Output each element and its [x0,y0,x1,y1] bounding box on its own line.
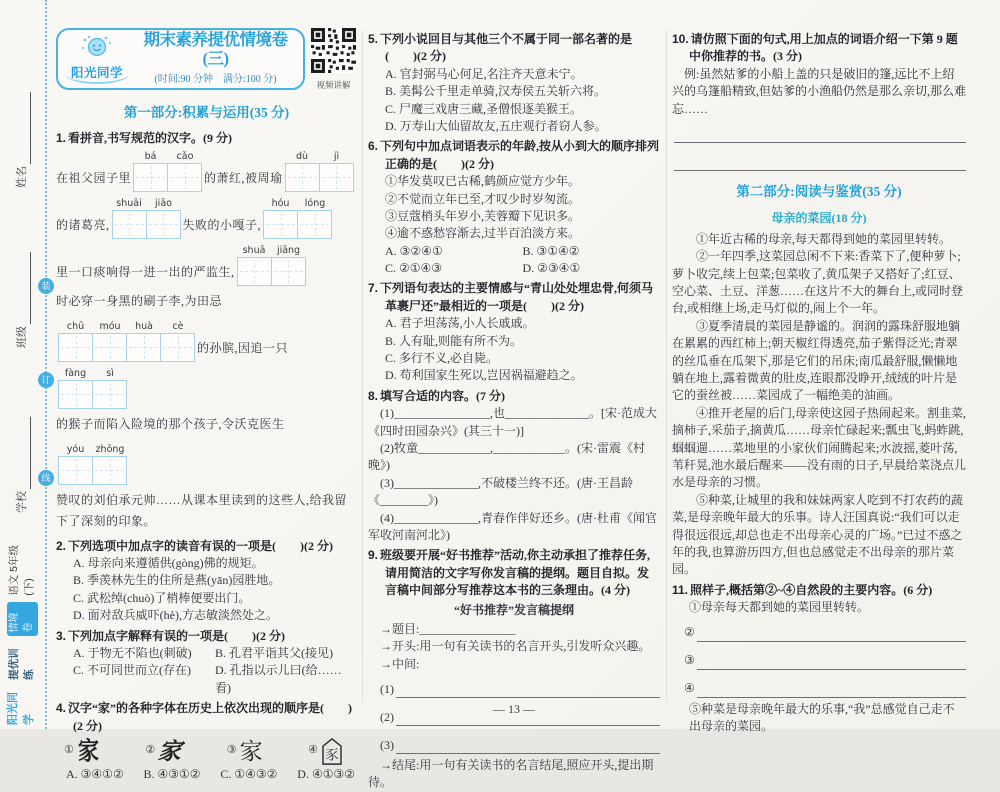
writing-cell [271,257,306,286]
exam-meta: (时间:90 分钟 满分:100 分) [154,73,277,85]
option: A. 官封弼马心何足,名注齐天意未宁。 [385,66,583,81]
blank-prefix: ② [684,625,695,640]
brand-tag: 情境卷 [7,602,38,637]
section-heading: 第二部分:阅读与鉴赏(35 分) [736,183,902,199]
pinyin-label: chū [66,320,85,332]
option: C. 多行不义,必自毙。 [385,351,499,366]
question-stem [56,628,357,645]
question-number: 6. [368,139,379,154]
writing-cell [285,163,320,192]
pinyin-box-group [58,367,127,409]
question-text: 照样子,概括第②~④自然段的主要内容。(6 分) [690,582,933,597]
pinyin-label: jiāo [155,197,172,209]
student-school-field [15,390,31,540]
column-3-content [672,31,966,735]
pinyin-label: cè [172,320,184,332]
question-number: 1. [56,131,67,146]
pinyin-label: shuā [242,244,266,256]
question-body-text: 的孙膑,因追一只 [197,340,289,355]
option: A. ③④①② [66,766,124,781]
pinyin-label: yóu [66,443,85,455]
option: D. 万寿山大仙留故友,五庄观行者窃人参。 [385,118,607,133]
option: C. ①④③② [220,766,278,781]
option: C. 武松绰(chuò)了梢棒便要出门。 [73,590,251,605]
reading-paragraph: ①年近古稀的母亲,每天都得到她的菜园里转转。 [696,231,952,246]
option: C. 尸魔三戏唐三藏,圣僧恨逐美猴王。 [385,101,583,116]
writing-cell [58,456,93,485]
writing-cell [92,380,127,409]
writing-cell [297,210,332,239]
pinyin-box [133,150,168,192]
question-text: 下列语句表达的主要情感与“青山处处埋忠骨,何须马革裹尸还”最相近的一项是( )(2 分) [380,281,654,313]
question-text: 下列句中加点词语表示的年龄,按从小到大的顺序排列正确的是( )(2 分) [380,139,660,171]
pinyin-box [320,150,354,192]
pinyin-label: móu [99,320,121,332]
student-name-field [15,65,31,215]
option-row [368,260,660,277]
answer-line [396,672,660,698]
answer-blank-row [672,617,966,642]
question-number: 4. [56,701,67,716]
pinyin-box [58,367,93,409]
column-divider [666,30,667,702]
character-evolution-row [56,735,357,766]
answer-blank-row [672,118,966,143]
option: B. 孔君平诣其父(接见) [215,646,333,660]
option: A. 于物无不陷也(刺破) [73,646,192,660]
reading-paragraph: ⑤种菜,让城里的我和妹妹两家人吃到不打农药的蔬菜,是母亲晚年最大的乐事。诗人汪国真说:“我们可以走得很远很远,却总也走不出母亲心灵的广场。”已过不惑之年的我,也算游历四方,但也总感觉走不出母亲的那片菜园。 [672,492,964,577]
question-stem [368,547,660,599]
qr-code-icon [311,28,356,73]
glyph-number: ② [145,744,156,757]
answer-blank-row [368,673,660,698]
answer-blank-row [368,729,660,754]
question-body-text: 的猴子而陷入险境的那个孩子,令沃克医生 [56,416,285,431]
pinyin-label: cǎo [176,150,194,162]
student-name-label: 姓名 [16,166,29,188]
writing-cell [58,333,93,362]
column-1-content [56,103,357,784]
question-body-text: 的诸葛亮, [56,217,110,232]
pinyin-box-group [237,244,306,286]
reading-paragraph: ③夏季清晨的菜园是静谧的。润润的露珠舒服地躺在累累的西红柿上;朝天椒红得透亮,茄子紫得泛光;青翠的丝瓜垂在瓜架下,那是它们的吊床;南瓜最舒服,懒懒地躺在地上,露着微黄的肚皮,连眼都没睁开,绒绒的叶片是它的蚕丝被……菜园成了一幅绝美的油画。 [672,318,961,403]
answer-line [697,616,966,642]
pinyin-box-group [58,443,127,485]
student-school-blank [18,417,31,489]
question-number: 5. [368,32,379,46]
binding-char-ding: 订 [38,372,54,388]
text-line: →中间: [380,656,420,671]
answer-line [674,117,966,143]
pinyin-box [161,320,195,362]
answer-blank-row [672,673,966,698]
column-divider [362,30,363,702]
column-1 [56,28,357,783]
pinyin-box [93,320,127,362]
column-2-content [368,31,660,792]
publisher-logo [65,34,129,84]
pinyin-box [93,367,127,409]
question-text: 下列选项中加点字的读音有误的一项是( )(2 分) [68,538,334,553]
pinyin-label: hóu [271,197,290,209]
question-body-text: 的萧红,被周瑜 [204,170,283,185]
question-stem [672,582,966,599]
script-glyph [145,740,181,763]
option: D. 孔指以示儿曰(给……看) [215,663,342,695]
writing-cell [58,380,93,409]
question-text: 下列小说回目与其他三个不属于同一部名著的是( )(2 分) [380,32,633,64]
pinyin-label: lóng [304,197,326,209]
text-line: →结尾:用一句有关读书的名言结尾,照应开头,提出期待。 [368,758,654,790]
question-body-text: 时必穿一身黑的刷子李,为田忌 [56,293,223,308]
pinyin-box-group [263,197,332,239]
question-number: 2. [56,538,67,553]
pinyin-label: jì [333,150,340,162]
list-line: ④逾不惑愁容渐去,过半百泊淡方来。 [385,226,581,241]
calligraphy-glyph: 家 [156,738,183,764]
pinyin-box [112,197,147,239]
column-3 [672,28,966,735]
student-school-label: 学校 [16,491,29,513]
text-line: (1)________________,也______________。[宋·范成大《四时田园杂兴》(其三十一)] [368,406,657,438]
writing-cell [146,210,181,239]
question-text: 请仿照下面的句式,用上加点的词语介绍一下第 9 题中你推荐的书。(3 分) [689,32,958,64]
pinyin-label: zhōng [95,443,125,455]
answer-blank-row [672,146,966,171]
option: A. 母亲向来遵循供(gòng)佛的规矩。 [73,556,264,571]
pinyin-box [168,150,202,192]
pinyin-box [58,320,93,362]
blank-prefix: (2) [380,709,394,724]
option-row [56,662,357,697]
writing-cell [112,210,147,239]
video-qr-block [310,28,357,92]
writing-cell [126,333,161,362]
pinyin-box [147,197,181,239]
pinyin-box-group [112,197,181,239]
binding-char-zhuang: 装 [38,278,54,294]
question-stem [368,388,660,405]
blank-prefix: ③ [684,653,695,668]
script-glyph [64,737,100,765]
answer-line [674,145,966,171]
question-text: 汉字“家”的各种字体在历史上依次出现的顺序是( )(2 分) [68,701,353,733]
question-body-text: 失败的小嘎子, [182,217,262,232]
question-number: 11. [672,582,689,597]
question-stem [368,138,660,173]
text-line: (4)______________,青春作伴好还乡。(唐·杜甫《闻官军收河南河北》) [368,510,657,542]
writing-cell [167,163,202,192]
blank-prefix: ④ [684,681,695,696]
publisher-logo-text: 阳光同学 [65,64,129,84]
option-row [56,645,357,662]
pinyin-label: dù [296,150,309,162]
pinyin-label: shuāi [116,197,142,209]
title-block [135,31,296,87]
option: B. ④③①② [143,766,201,781]
writing-cell [133,163,168,192]
list-line: ①母亲每天都到她的菜园里转转。 [689,600,870,615]
option: D. 面对敌兵威吓(hè),方志敏淡然处之。 [73,608,278,623]
script-glyph [308,738,343,765]
option: C. ②①④③ [385,261,443,276]
writing-cell [263,210,298,239]
answer-line [697,644,966,670]
page-number: — 13 — [493,702,535,716]
pinyin-label: sì [106,367,114,379]
calligraphy-glyph: 家 [77,737,99,765]
pinyin-writing-area [56,150,357,535]
pinyin-label: jiāng [276,244,301,256]
option: D. ④①③② [297,766,355,781]
pinyin-box [237,244,272,286]
list-line: ③豆蔻梢头年岁小,芙蓉瓣下见识多。 [385,208,581,223]
question-text: 班级要开展“好书推荐”活动,你主动承担了推荐任务,请用简洁的文字写你发言稿的提纲。题目自拟。发言稿中间部分写推荐这本书的三条理由。(4 分) [380,548,651,598]
option: B. 美髯公千里走单骑,汉寿侯五关斩六将。 [385,84,607,99]
option: C. 不可同世而立(存在) [73,663,191,678]
example-sentence: 例:虽然姑爹的小船上盖的只是破旧的篷,远比不上绍兴的乌篷船精致,但姑爹的小渔船仍然是那么亲切,那么难忘…… [672,66,967,116]
reading-title: 母亲的菜园(18 分) [771,210,867,225]
qr-caption: 视频讲解 [316,80,351,91]
text-line: (3)______________,不破楼兰终不还。(唐·王昌龄《________》) [368,475,633,508]
brand-series: 提优训练 [7,648,35,680]
glyph-number: ③ [226,744,237,757]
question-stem [56,538,357,555]
answer-blank-row [672,645,966,670]
pinyin-box [285,150,320,192]
question-number: 3. [56,628,67,643]
list-line: ②不觉而立年已至,才叹少时岁匆流。 [385,191,581,206]
question-body-text: 里一口痰响得一进一出的严监生, [56,264,235,279]
option: D. 苟利国家生死以,岂因祸福避趋之。 [385,368,583,383]
pinyin-label: huà [135,320,153,332]
question-body-text: 在祖父园子里 [56,170,132,185]
question-stem [56,130,357,147]
pinyin-box-group [58,320,195,362]
pinyin-box [93,443,127,485]
reading-paragraph: ④推开老屋的后门,母亲使这园子热闹起来。割韭菜,摘柿子,采茄子,摘黄瓜……母亲忙碌起来;瓢虫飞,蚂蚱跳,蝈蝈遛……菜地里的小家伙们闹腾起来;水波摇,菱叶荡,苇秆晃,池水最后醒来——没有雨的日子,早晨给菜浇点儿水是母亲的习惯。 [672,405,967,490]
brand-strip [7,535,35,725]
question-text: 看拼音,书写规范的汉字。(9 分) [68,131,233,146]
outline-title: “好书推荐”发言稿提纲 [453,602,574,617]
question-body-text: 赞叹的刘伯承元帅……从课本里读到的这些人,给我留下了深刻的印象。 [56,492,348,528]
list-line: ⑤种菜是母亲晚年最大的乐事,“我”总感觉自己走不出母亲的菜园。 [689,701,955,733]
brand-logo: 阳光同学 [7,692,35,725]
text-line: →题目:________________ [380,621,516,636]
text-line: (2)牧童____________,____________。(宋·雷震《村晚》) [368,440,645,473]
text-line: →开头:用一句有关读书的名言开头,引发听众兴趣。 [380,639,651,654]
option: A. 君子坦荡荡,小人长戚戚。 [385,316,535,331]
title-box [56,28,305,90]
pinyin-label: bá [144,150,157,162]
paper-header [56,28,357,92]
question-number: 8. [368,388,379,403]
list-line: ①华发莫叹已古稀,鹤颜应觉方少年。 [385,174,581,189]
pinyin-box-group [285,150,354,192]
question-number: 10. [672,32,689,46]
pinyin-box-group [133,150,202,192]
writing-cell [92,333,127,362]
section-heading: 第一部分:积累与运用(35 分) [123,104,290,120]
exam-title: 期末素养提优情境卷(三) [143,29,288,68]
svg-text:豕: 豕 [325,747,339,763]
writing-cell [160,333,195,362]
question-number: 7. [368,281,379,296]
writing-cell [319,163,354,192]
answer-line [396,728,660,754]
binding-dotted-line [45,0,47,729]
question-stem [56,700,357,735]
pinyin-box [272,244,306,286]
pinyin-box [58,443,93,485]
calligraphy-glyph: 家 [239,738,263,764]
option-row [368,243,660,260]
option-row [56,766,357,783]
option: B. 人有耻,则能有所不为。 [385,333,523,348]
student-name-blank [18,92,31,164]
writing-cell [237,257,272,286]
column-2 [368,28,660,792]
brand-course: 语文 5年级(下) [7,544,35,596]
oracle-bone-glyph-icon [321,738,343,765]
option: A. ③②④① [385,243,443,258]
blank-prefix: (3) [380,737,394,752]
question-number: 9. [368,548,379,563]
option: B. 季羡林先生的住所是燕(yān)园胜地。 [73,573,281,588]
pinyin-box [298,197,332,239]
writing-cell [92,456,127,485]
binding-char-xian: 线 [38,470,54,486]
script-glyph [227,740,263,763]
pinyin-label: fàng [64,367,87,379]
pinyin-box [263,197,298,239]
reading-paragraph: ②一年四季,这菜园总闲不下来:香菜下了,便种萝卜;萝卜收完,续上包菜;包菜收了,黄瓜架子又搭好了;红豆、空心菜、土豆、洋葱……在这片不大的舞台上,或同时登台,或相继上场,走马灯似的,闹上个一年。 [672,249,964,316]
option: B. ③①④② [522,243,580,258]
option: D. ②③④① [522,261,581,276]
question-text: 下列加点字解释有误的一项是( )(2 分) [68,628,286,643]
glyph-number: ① [64,744,74,757]
answer-line [697,672,966,698]
question-text: 填写合适的内容。(7 分) [380,388,506,403]
student-class-blank [18,252,31,324]
pinyin-box [127,320,161,362]
glyph-number: ④ [308,744,318,757]
student-class-label: 班级 [16,326,29,348]
sun-mascot-icon [79,34,115,58]
question-stem [368,280,660,315]
question-stem [672,31,966,66]
blank-prefix: (1) [380,681,394,696]
student-class-field [15,225,31,375]
question-stem [368,31,660,66]
